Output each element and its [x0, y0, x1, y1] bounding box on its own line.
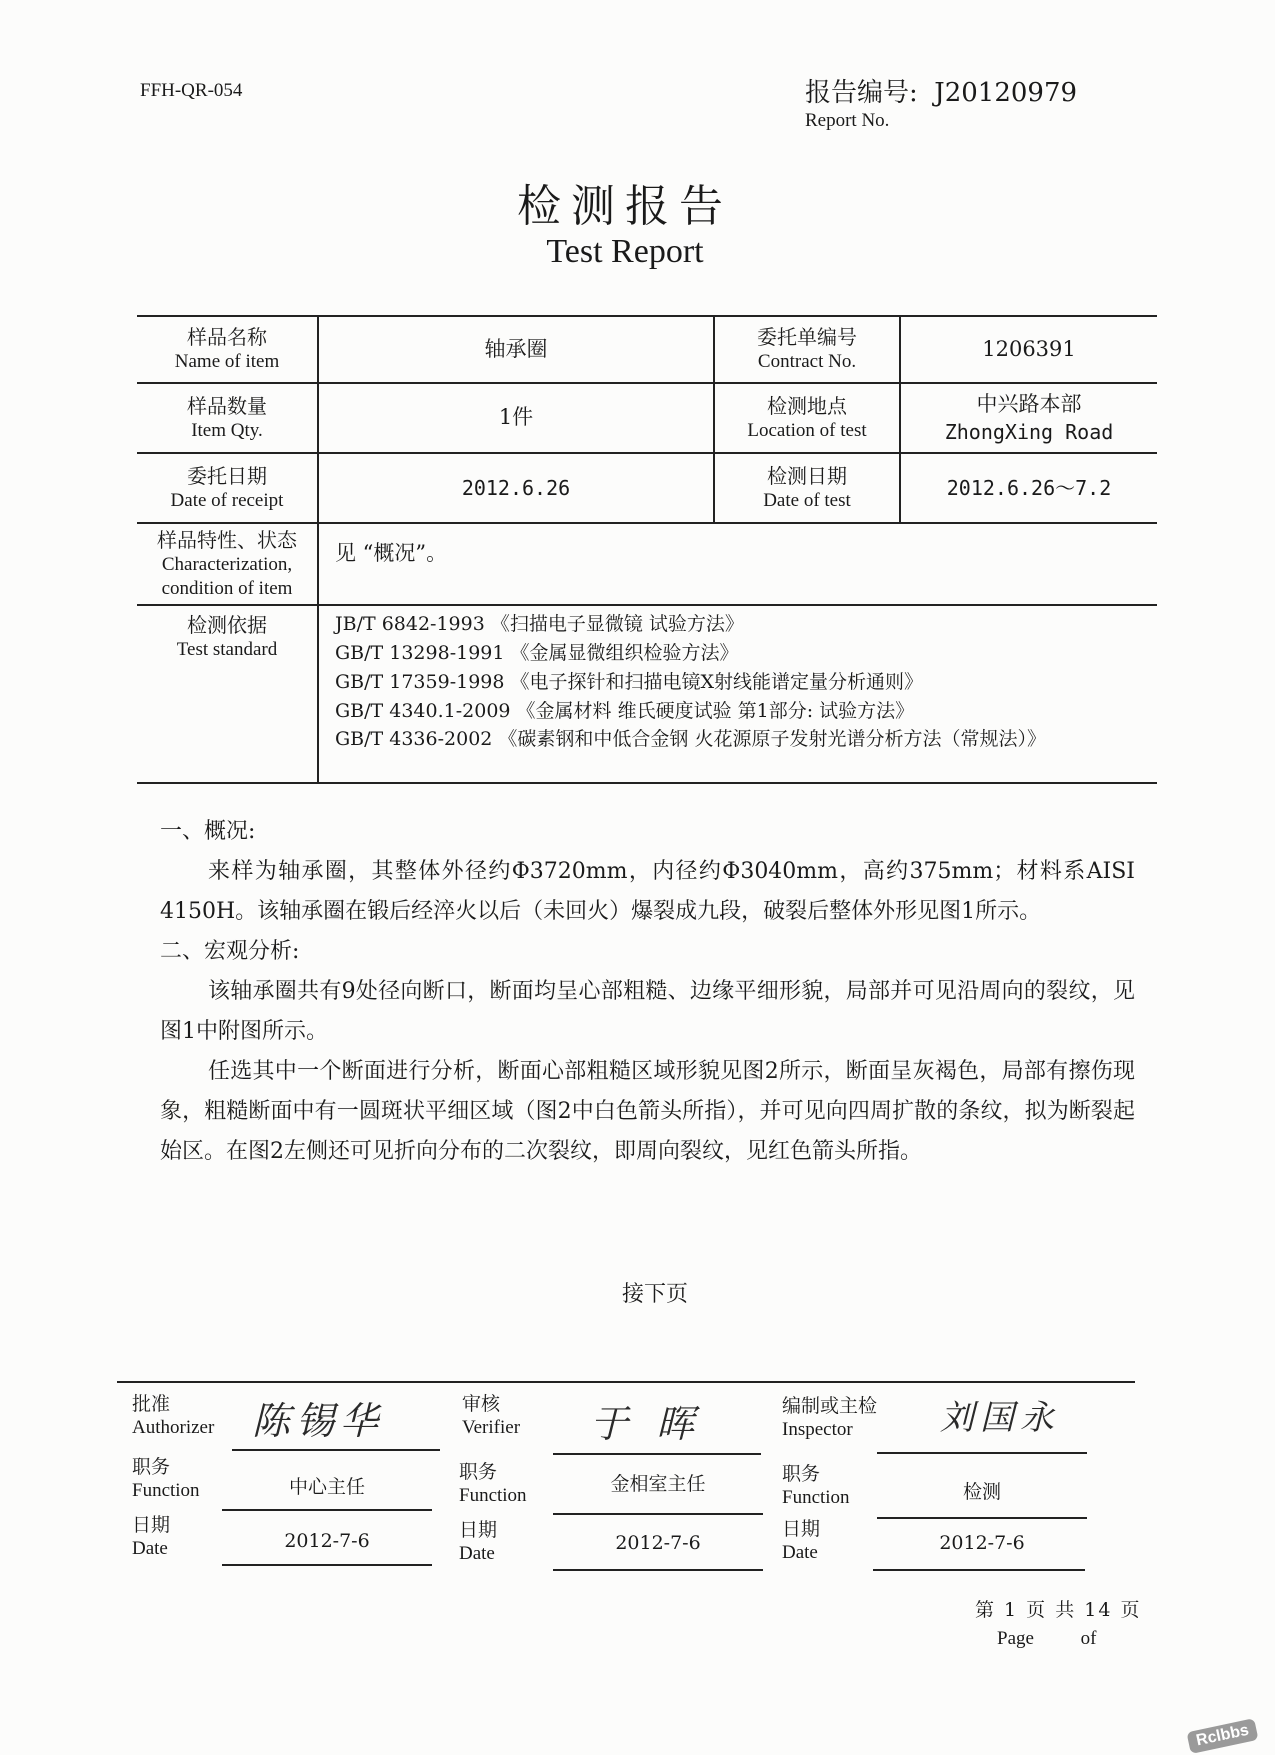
item-qty-label-zh: 样品数量 [187, 393, 267, 418]
date-of-receipt-value: 2012.6.26 [461, 476, 571, 500]
characterization-label-en1: Characterization, [161, 553, 293, 575]
name-of-item-label-en: Name of item [174, 351, 280, 373]
verifier-date-line [553, 1569, 763, 1571]
verifier-date-label [459, 1518, 497, 1566]
test-standard-label-zh: 检测依据 [187, 613, 267, 637]
characterization-value: 见 “概况”。 [335, 541, 448, 565]
info-table [137, 315, 1157, 784]
characterization-label-en2: condition of item [161, 577, 293, 599]
standard-item: JB/T 6842-1993 《扫描电子显微镜 试验方法》 [335, 613, 744, 635]
contract-no-label-zh: 委托单编号 [757, 325, 857, 350]
date-label-zh: 日期 [782, 1518, 821, 1540]
verifier-function-value: 金相室主任 [610, 1473, 706, 1495]
date-of-test-label-zh: 检测日期 [767, 463, 847, 488]
contract-no-label [715, 317, 899, 382]
location-of-test-label [715, 384, 899, 452]
date-label-zh: 日期 [132, 1514, 171, 1536]
section-macro-paragraph: 任选其中一个断面进行分析，断面心部粗糙区域形貌见图2所示，断面呈灰褐色，局部有擦伤现象，粗糙断面中有一圆斑状平细区域（图2中白色箭头所指），并可见向四周扩散的条纹，拟为断裂起始区。在图2左侧还可见折向分布的二次裂纹，即周向裂纹，见红色箭头所指。 [160, 1059, 1135, 1164]
section-macro-paragraph: 该轴承圈共有9处径向断口，断面均呈心部粗糙、边缘平细形貌，局部并可见沿周向的裂纹，见图1中附图所示。 [160, 979, 1135, 1044]
section-overview-title: 一、概况: [160, 819, 256, 844]
inspector-function-label [782, 1462, 850, 1510]
page-number-en: Page of [997, 1628, 1097, 1649]
date-label-zh: 日期 [459, 1519, 498, 1541]
verifier-label [462, 1392, 520, 1440]
name-of-item-value: 轴承圈 [484, 336, 548, 361]
location-of-test-value [901, 384, 1157, 452]
authorizer-date-line [222, 1564, 432, 1566]
watermark-logo: Rclbbs [1186, 1718, 1258, 1754]
name-of-item-label [137, 317, 317, 382]
authorizer-label-zh: 批准 [132, 1393, 171, 1415]
standard-item: GB/T 4340.1-2009 《金属材料 维氏硬度试验 第1部分: 试验方法》 [335, 700, 915, 722]
date-of-receipt-label [137, 454, 317, 522]
authorizer-function-value: 中心主任 [288, 1476, 365, 1498]
authorizer-label-en: Authorizer [132, 1417, 215, 1438]
name-of-item-label-zh: 样品名称 [187, 325, 267, 350]
verifier-label-en: Verifier [462, 1417, 521, 1438]
report-number-label-en: Report No. [805, 110, 890, 131]
date-label-en: Date [132, 1538, 168, 1559]
function-label-en: Function [132, 1480, 200, 1501]
verifier-label-zh: 审核 [462, 1393, 501, 1415]
location-value-en: ZhongXing Road [944, 419, 1114, 444]
function-label-zh: 职务 [459, 1461, 498, 1483]
inspector-function-line [877, 1517, 1087, 1519]
verifier-signature: 于晖 [590, 1402, 723, 1446]
page-number: 第 1 页 共 14 页 [975, 1599, 1142, 1621]
location-value-zh: 中兴路本部 [976, 392, 1082, 417]
date-label-en: Date [459, 1543, 495, 1564]
authorizer-date-label [132, 1513, 170, 1561]
section-overview-paragraph: 来样为轴承圈，其整体外径约Φ3720mm，内径约Φ3040mm，高约375mm；材料系AISI 4150H。该轴承圈在锻后经淬火以后（未回火）爆裂成九段，破裂后整体外形见图1所示。 [160, 859, 1135, 924]
inspector-signature-line [877, 1452, 1087, 1454]
report-number [805, 72, 1077, 109]
inspector-signature: 刘国永 [940, 1398, 1060, 1438]
standard-item: GB/T 4336-2002 《碳素钢和中低合金钢 火花源原子发射光谱分析方法（常规法）》 [335, 728, 1046, 750]
date-label-en: Date [782, 1542, 818, 1563]
verifier-date-value: 2012-7-6 [615, 1532, 701, 1554]
test-standard-label [137, 606, 317, 672]
function-label-en: Function [459, 1485, 527, 1506]
authorizer-date-value: 2012-7-6 [284, 1530, 370, 1552]
verifier-function-line [553, 1513, 763, 1515]
title-english: Test Report [546, 233, 704, 270]
document-code: FFH-QR-054 [140, 80, 243, 101]
function-label-en: Function [782, 1487, 850, 1508]
date-of-receipt-label-en: Date of receipt [170, 489, 284, 511]
date-of-test-label-en: Date of test [763, 489, 851, 511]
item-qty-label-en: Item Qty. [191, 419, 263, 441]
inspector-label-en: Inspector [782, 1419, 853, 1440]
characterization-label-zh: 样品特性、状态 [157, 527, 297, 552]
verifier-signature-line [553, 1453, 761, 1455]
continued-on-next-page: 接下页 [621, 1282, 688, 1307]
report-number-value: J20120979 [934, 78, 1078, 108]
inspector-label [782, 1394, 877, 1442]
item-qty-value: 1件 [498, 405, 534, 430]
standard-item: GB/T 13298-1991 《金属显微组织检验方法》 [335, 642, 739, 664]
authorizer-signature: 陈锡华 [252, 1399, 385, 1443]
function-label-zh: 职务 [132, 1456, 171, 1478]
inspector-date-line [873, 1569, 1085, 1571]
item-qty-label [137, 384, 317, 452]
section-macro-title: 二、宏观分析: [160, 939, 300, 964]
location-of-test-label-zh: 检测地点 [767, 393, 847, 418]
inspector-date-label [782, 1517, 820, 1565]
date-of-receipt-label-zh: 委托日期 [187, 463, 267, 488]
contract-no-value: 1206391 [982, 336, 1076, 361]
inspector-date-value: 2012-7-6 [939, 1532, 1025, 1554]
authorizer-function-label [132, 1455, 200, 1503]
report-number-label: 报告编号: [805, 78, 918, 108]
signature-divider [117, 1381, 1135, 1383]
characterization-label [137, 524, 317, 604]
title-chinese: 检测报告 [517, 181, 733, 232]
date-of-test-value: 2012.6.26～7.2 [946, 476, 1112, 500]
test-standard-list [335, 610, 1145, 752]
authorizer-signature-line [232, 1449, 440, 1451]
report-body [160, 812, 1135, 1172]
test-standard-label-en: Test standard [176, 639, 278, 660]
location-of-test-label-en: Location of test [747, 419, 867, 441]
authorizer-function-line [222, 1509, 432, 1511]
contract-no-label-en: Contract No. [757, 351, 857, 373]
function-label-zh: 职务 [782, 1463, 821, 1485]
verifier-function-label [459, 1460, 527, 1508]
date-of-test-label [715, 454, 899, 522]
authorizer-label [132, 1392, 214, 1440]
inspector-label-zh: 编制或主检 [782, 1395, 878, 1417]
standard-item: GB/T 17359-1998 《电子探针和扫描电镜X射线能谱定量分析通则》 [335, 671, 924, 693]
inspector-function-value: 检测 [962, 1481, 1001, 1503]
